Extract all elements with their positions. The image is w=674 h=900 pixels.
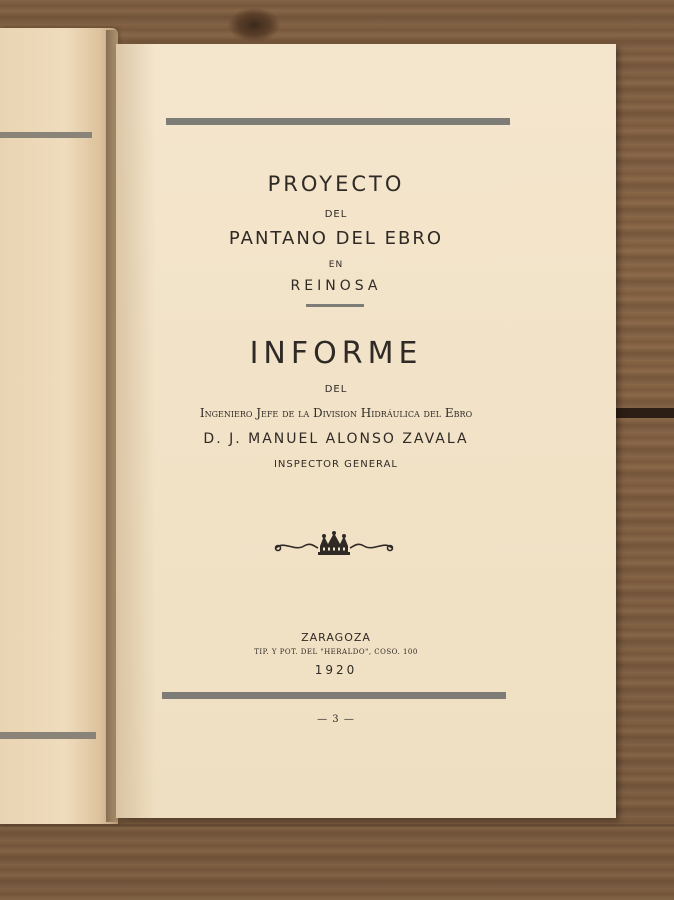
wood-knot: [228, 8, 280, 42]
imprint-city: ZARAGOZA: [301, 631, 371, 644]
crown-ornament-icon: [272, 530, 396, 558]
heading-proyecto: PROYECTO: [267, 172, 405, 196]
heading-informe: INFORME: [249, 336, 423, 371]
heading-pantano: PANTANO DEL EBRO: [228, 228, 444, 249]
author-name: D. J. MANUEL ALONSO ZAVALA: [203, 431, 469, 447]
previous-page: [0, 28, 118, 824]
short-rule: [306, 304, 364, 307]
bottom-rule: [162, 692, 506, 699]
connector-en: EN: [328, 260, 344, 270]
table-seam-lower: [0, 824, 674, 827]
table-seam: [612, 408, 674, 418]
imprint-printer: TIP. Y POT. DEL "HERALDO", COSO. 100: [254, 648, 418, 656]
previous-page-rule-bottom: [0, 732, 96, 739]
top-rule: [166, 118, 510, 125]
previous-page-rule-top: [0, 132, 92, 138]
author-position: Ingeniero Jefe de la Division Hidráulica del Ebro: [199, 406, 473, 420]
page-number: — 3 —: [317, 714, 355, 725]
heading-reinosa: REINOSA: [290, 278, 382, 294]
connector-del-2: DEL: [324, 384, 348, 395]
imprint-year: 1920: [314, 663, 358, 677]
title-page: [116, 44, 616, 818]
author-role: INSPECTOR GENERAL: [273, 459, 399, 470]
connector-del: DEL: [324, 209, 348, 220]
